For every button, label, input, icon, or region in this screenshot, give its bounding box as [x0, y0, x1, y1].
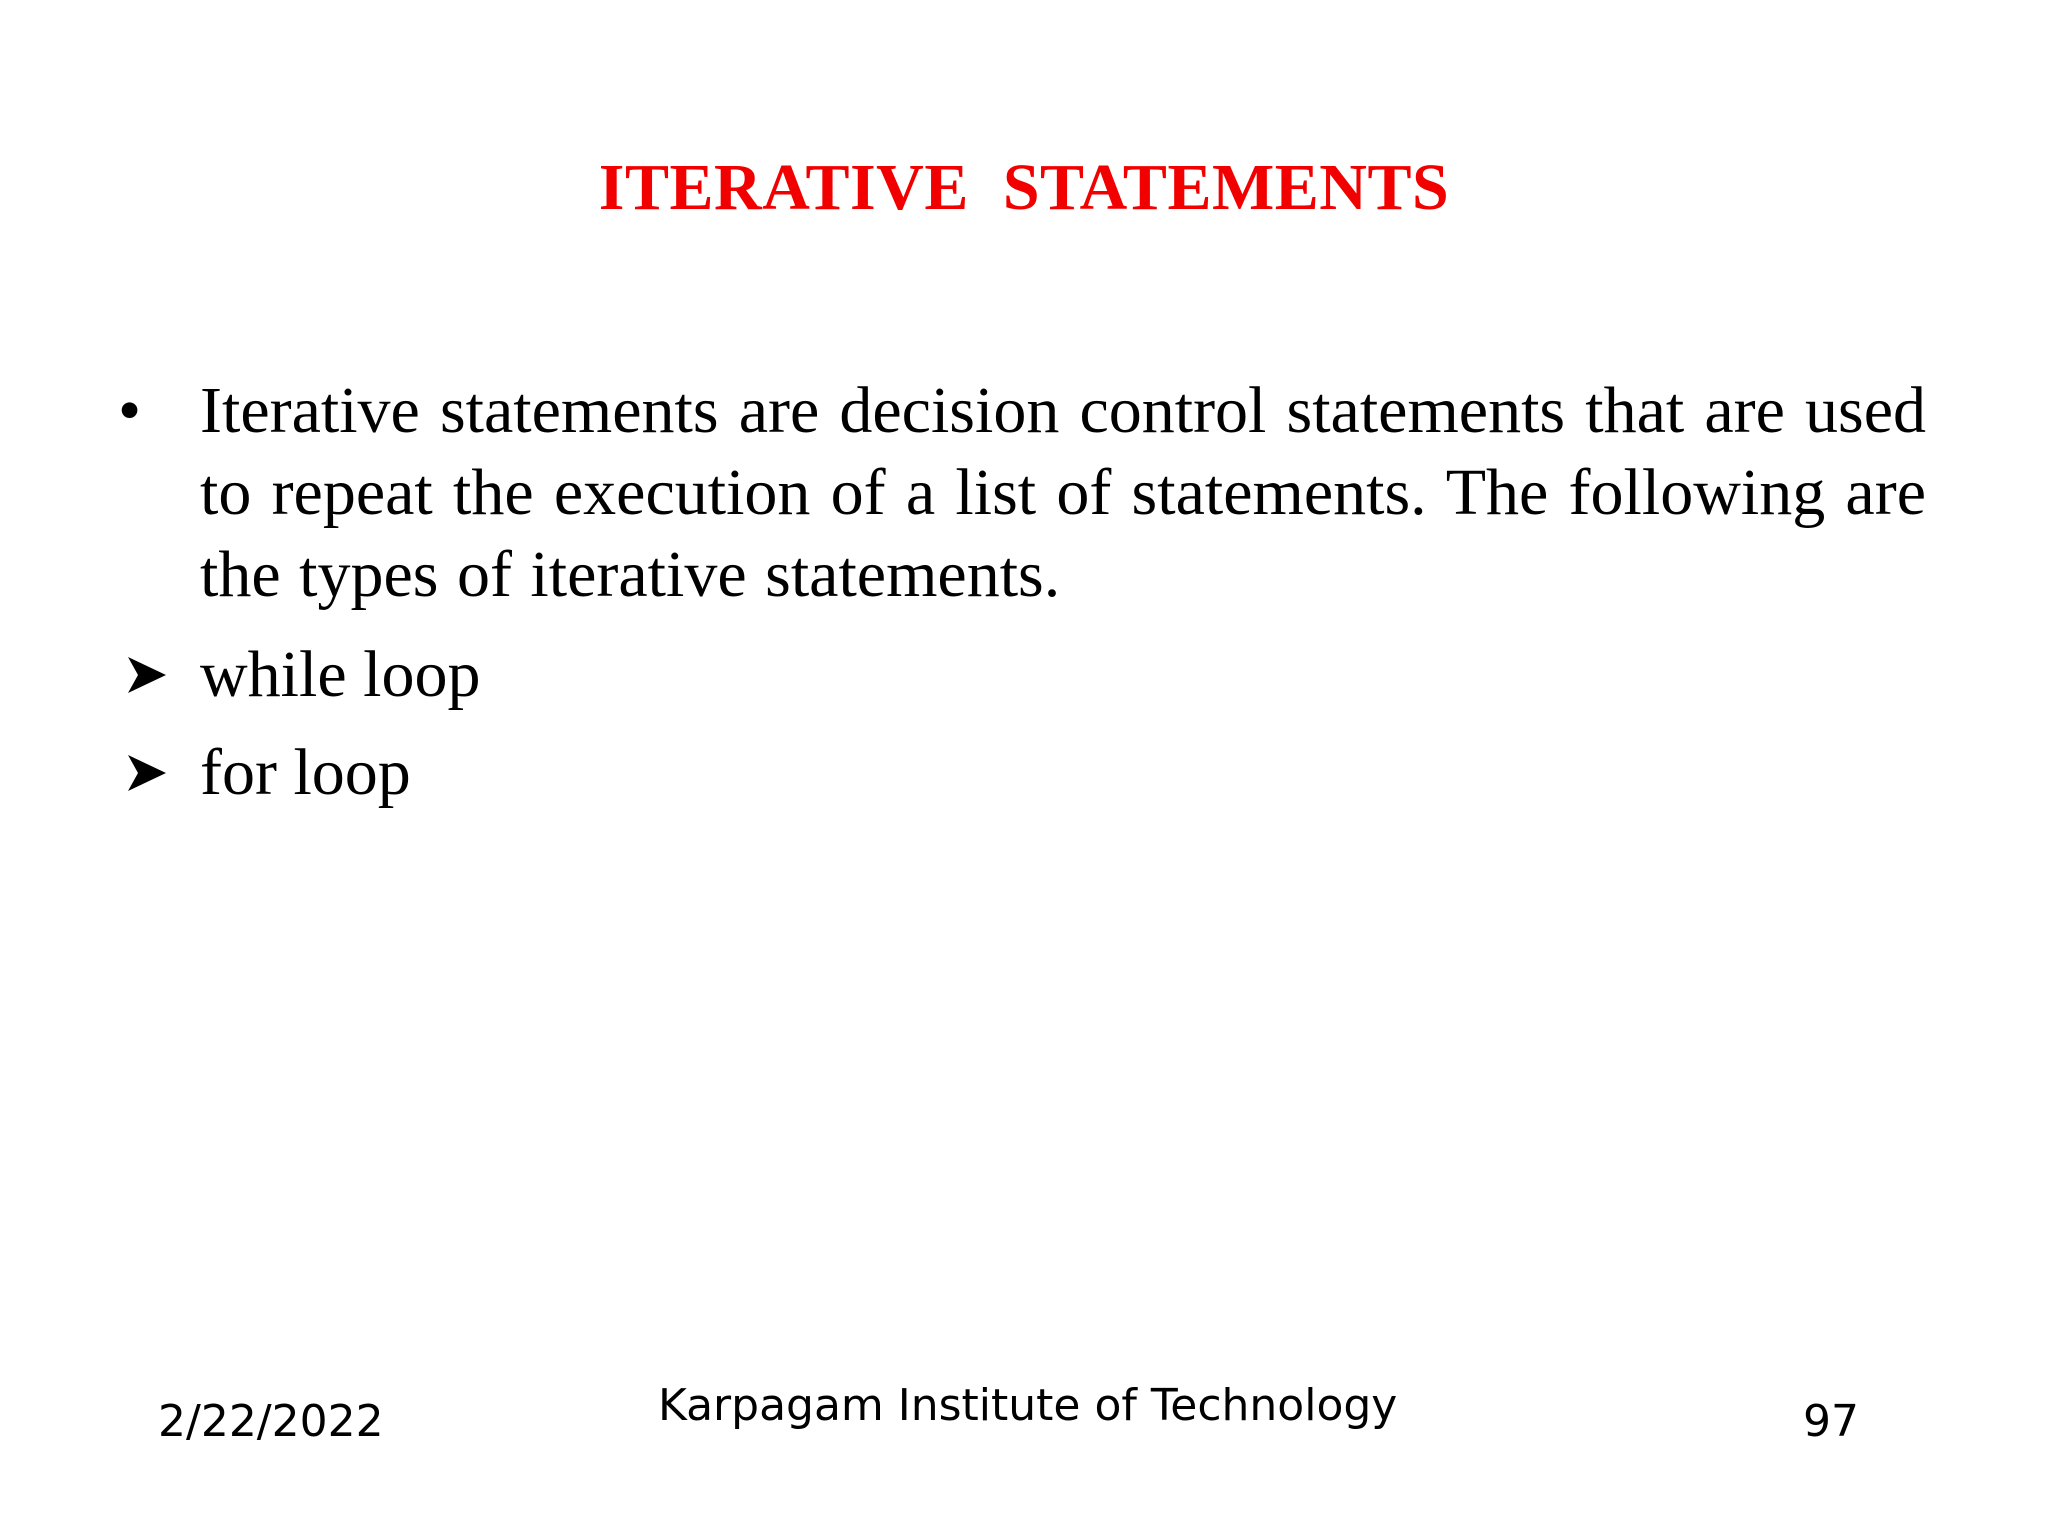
bullet-item [118, 370, 1926, 616]
list-item-for-loop [118, 724, 1926, 822]
bullet-text: Iterative statements are decision control statements that are used to repeat the execution of a list of statements. The following are the types of iterative statements. [200, 374, 1926, 611]
footer-page-number: 97 [1803, 1396, 1859, 1447]
list-item-while-loop [118, 626, 1926, 724]
list-item-label: for loop [200, 736, 411, 809]
slide-content [118, 370, 1926, 822]
footer-organization: Karpagam Institute of Technology [658, 1380, 1398, 1431]
footer-date: 2/22/2022 [158, 1396, 384, 1447]
arrow-right-icon [126, 654, 168, 696]
slide-title: ITERATIVE STATEMENTS [598, 151, 1450, 224]
arrow-right-icon [126, 752, 168, 794]
bullet-dot-icon: • [118, 374, 142, 447]
list-item-label: while loop [200, 638, 481, 711]
